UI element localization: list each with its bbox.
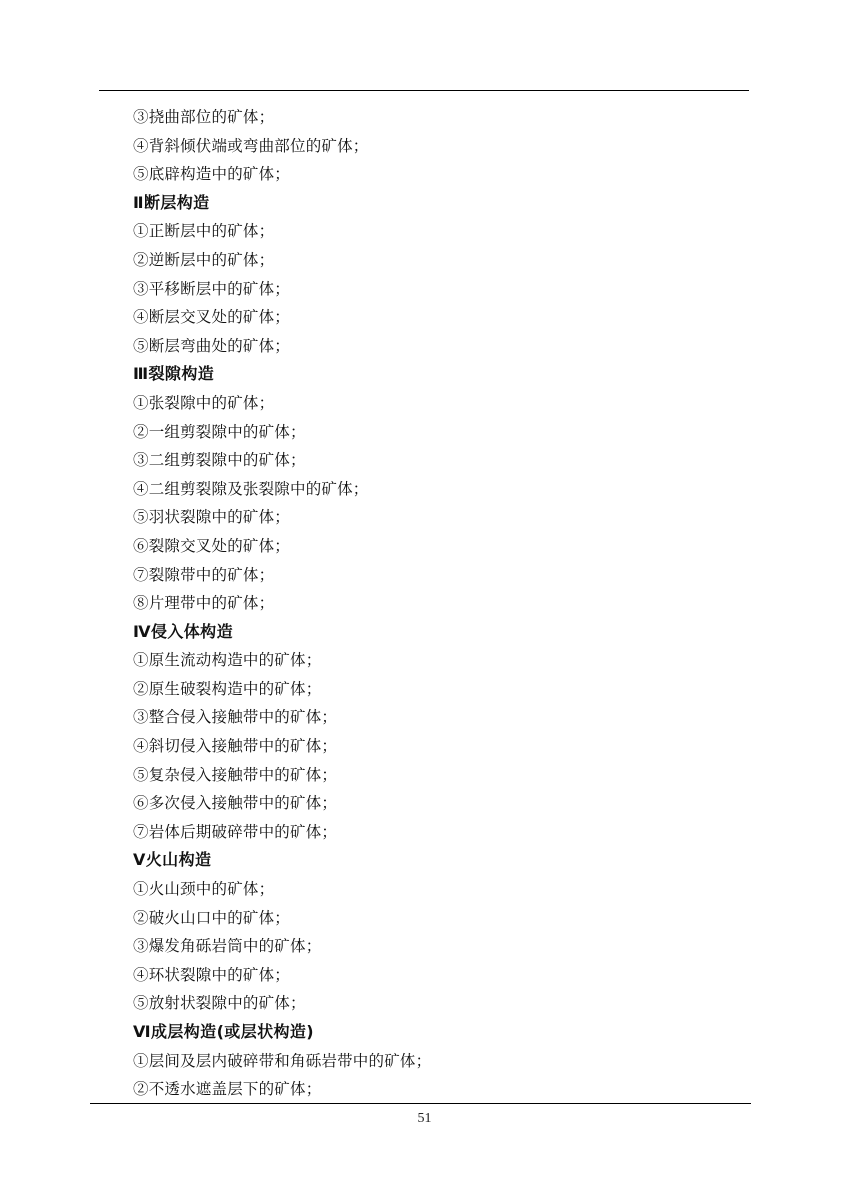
list-item: ④背斜倾伏端或弯曲部位的矿体； [133, 136, 369, 155]
list-item: ②原生破裂构造中的矿体； [133, 679, 322, 698]
section-heading: Ⅴ火山构造 [133, 850, 212, 870]
list-item: ②逆断层中的矿体； [133, 250, 275, 269]
section-heading: Ⅲ裂隙构造 [133, 364, 215, 384]
page-number: 51 [417, 1111, 432, 1126]
list-item: ④断层交叉处的矿体； [133, 308, 291, 327]
list-item: ⑧片理带中的矿体； [133, 594, 275, 613]
list-item: ①火山颈中的矿体； [133, 880, 275, 899]
list-item: ④环状裂隙中的矿体； [133, 965, 291, 984]
list-item: ⑤放射状裂隙中的矿体； [133, 994, 306, 1013]
list-item: ⑤羽状裂隙中的矿体； [133, 508, 291, 527]
section-heading: Ⅵ成层构造(或层状构造) [133, 1022, 315, 1041]
list-item: ⑤复杂侵入接触带中的矿体； [133, 765, 338, 784]
list-item: ④二组剪裂隙及张裂隙中的矿体； [133, 479, 369, 498]
list-item: ②破火山口中的矿体； [133, 908, 291, 927]
section-heading: Ⅱ断层构造 [133, 192, 210, 212]
list-item: ⑥裂隙交叉处的矿体； [133, 536, 291, 555]
list-item: ①层间及层内破碎带和角砾岩带中的矿体； [133, 1051, 432, 1070]
list-item: ⑤断层弯曲处的矿体； [133, 336, 291, 355]
list-item: ②一组剪裂隙中的矿体； [133, 422, 306, 441]
list-item: ⑦岩体后期破碎带中的矿体； [133, 822, 338, 841]
list-item: ④斜切侵入接触带中的矿体； [133, 737, 338, 756]
list-item: ①正断层中的矿体； [133, 222, 275, 241]
document-body [133, 103, 743, 1104]
list-item: ①原生流动构造中的矿体； [133, 651, 322, 670]
list-item: ①张裂隙中的矿体； [133, 393, 275, 412]
section-heading: Ⅳ侵入体构造 [133, 621, 233, 641]
footer-rule [90, 1103, 751, 1104]
list-item: ⑤底辟构造中的矿体； [133, 165, 291, 184]
list-item: ⑦裂隙带中的矿体； [133, 565, 275, 584]
list-item: ⑥多次侵入接触带中的矿体； [133, 794, 338, 813]
list-item: ③挠曲部位的矿体； [133, 108, 275, 126]
list-item: ③平移断层中的矿体； [133, 279, 291, 298]
list-item: ③整合侵入接触带中的矿体； [133, 708, 338, 727]
list-item: ②不透水遮盖层下的矿体； [133, 1080, 322, 1099]
list-item: ③爆发角砾岩筒中的矿体； [133, 937, 322, 956]
header-rule [99, 90, 749, 91]
list-item: ③二组剪裂隙中的矿体； [133, 451, 306, 470]
